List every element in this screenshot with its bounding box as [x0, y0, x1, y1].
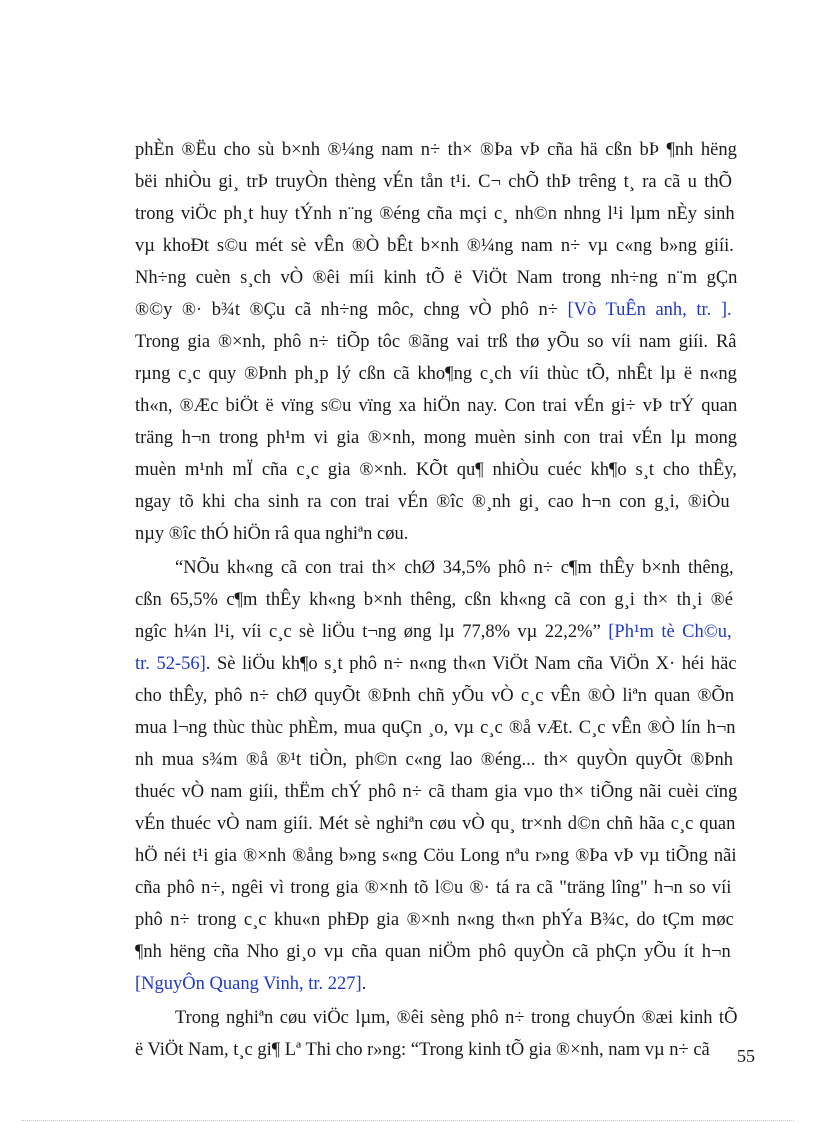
line-text: th«n, ®Æc biÖt ë vïng s©u vïng xa hiÖn nay. Con trai vÉn gi÷ vÞ trÝ quan: [135, 396, 738, 416]
text-line: [135, 428, 737, 449]
text-line: [135, 396, 737, 417]
line-text: cña phô n÷, ngêi vì trong gia ®×nh tõ l©u ®· tá ra cã "träng lîng" h¬n so víi: [135, 878, 732, 898]
line-text: trong viÖc ph¸t huy tÝnh n¨ng ®éng cña mçi c¸ nh©n nhng l¹i lµm nÈy sinh: [135, 204, 735, 224]
line-text: ngîc h¼n l¹i, víi c¸c sè liÖu t¬ng øng lµ 77,8% vµ 22,2%”: [135, 622, 609, 642]
text-line: [135, 268, 737, 289]
line-text: bëi nhiÒu gi¸ trÞ truyÒn thèng vÉn tån t¹i. C¬ chÕ thÞ trêng t¸ ra cã u thÕ: [135, 172, 732, 192]
line-text: “NÕu kh«ng cã con trai th× chØ 34,5% phô n÷ c¶m thÊy b×nh thêng,: [175, 558, 734, 578]
text-line: [175, 558, 734, 579]
line-text: cho thÊy, phô n÷ chØ quyÕt ®Þnh chñ yÕu vÒ c¸c vÊn ®Ò liªn quan ®Õn: [135, 686, 735, 706]
citation: [Ph¹m tè Ch©u,: [608, 622, 732, 642]
text-line: [135, 622, 732, 643]
line-text: rµng c¸c quy ®Þnh ph¸p lý cßn cã kho¶ng c¸ch víi thùc tÕ, nhÊt lµ ë n«ng: [135, 364, 737, 384]
line-text: nh mua s¾m ®å ®¹t tiÒn, ph©n c«ng lao ®éng... th× quyÒn quyÕt ®Þnh: [135, 750, 734, 770]
line-text: ngay tõ khi cha sinh ra con trai vÉn ®îc ®¸nh gi¸ cao h¬n con g¸i, ®iÒu: [135, 492, 730, 512]
text-line: [175, 1008, 737, 1029]
line-text: phÈn ®Ëu cho sù b×nh ®¼ng nam n÷ th× ®Þa vÞ cña hä cßn bÞ ¶nh hëng: [135, 140, 737, 160]
text-line: [135, 814, 735, 835]
line-text: Trong nghiªn cøu viÖc lµm, ®êi sèng phô n÷ trong chuyÓn ®æi kinh tÕ: [175, 1008, 738, 1028]
text-line: [135, 590, 733, 611]
text-line: [135, 878, 731, 899]
citation: tr. 52-56]: [135, 654, 206, 674]
text-line: [135, 686, 734, 707]
text-line: [135, 974, 366, 995]
text-line: [135, 492, 730, 513]
line-text: muèn m¹nh mÏ cña c¸c gia ®×nh. KÕt qu¶ nhiÒu cuéc kh¶o s¸t cho thÊy,: [135, 460, 737, 480]
page-number: 55: [737, 1046, 755, 1066]
text-line: [135, 750, 733, 771]
text-line: [135, 782, 737, 803]
text-line: [135, 1040, 710, 1061]
text-line: [135, 364, 737, 385]
text-line: [135, 172, 732, 193]
line-text: träng h¬n trong ph¹m vi gia ®×nh, mong muèn sinh con trai vÉn lµ mong: [135, 428, 737, 448]
citation: [Vò TuÊn anh, tr. ].: [567, 300, 732, 320]
line-text: vÉn thuéc vÒ nam giíi. Mét sè nghiªn cøu vÒ qu¸ tr×nh d©n chñ hãa c¸c quan: [135, 814, 736, 834]
line-text: hÖ néi t¹i gia ®×nh ®ång b»ng s«ng Cöu Long nªu r»ng ®Þa vÞ vµ tiÕng nãi: [135, 846, 737, 866]
text-line: [135, 654, 737, 675]
text-line: [135, 204, 735, 225]
line-text: ¶nh hëng cña Nho gi¸o vµ cña quan niÖm phô quyÒn cã phÇn yÕu ít h¬n: [135, 942, 731, 962]
line-text: phô n÷ trong c¸c khu«n phÐp gia ®×nh n«ng th«n phÝa B¾c, do tÇm møc: [135, 910, 734, 930]
line-text: .: [361, 974, 367, 994]
line-text: ®©y ®· b¾t ®Çu cã nh÷ng môc, chng vÒ phô n÷: [135, 300, 568, 320]
line-text: thuéc vÒ nam giíi, thËm chÝ phô n÷ cã tham gia vµo th× tiÕng nãi cuèi cïng: [135, 782, 738, 802]
line-text: Nh÷ng cuèn s¸ch vÒ ®êi míi kinh tÕ ë ViÖt Nam trong nh÷ng n¨m gÇn: [135, 268, 738, 288]
line-text: cßn 65,5% c¶m thÊy kh«ng b×nh thêng, cßn kh«ng cã con g¸i th× th¸i ®é: [135, 590, 733, 610]
text-line: [135, 524, 408, 545]
text-line: [135, 718, 736, 739]
line-text: mua l¬ng thùc thùc phÈm, mua quÇn ¸o, vµ c¸c ®å vÆt. C¸c vÊn ®Ò lín h¬n: [135, 718, 736, 738]
line-text: vµ khoÐt s©u mét sè vÊn ®Ò bÊt b×nh ®¼ng nam n÷ vµ c«ng b»ng giíi.: [135, 236, 734, 256]
text-line: [135, 300, 732, 321]
text-line: [135, 140, 737, 161]
text-line: [135, 332, 737, 353]
text-line: [135, 236, 734, 257]
line-text: nµy ®îc thÓ hiÖn râ qua nghiªn cøu.: [135, 524, 409, 544]
line-text: ë ViÖt Nam, t¸c gi¶ Lª Thi cho r»ng: “Trong kinh tÕ gia ®×nh, nam vµ n÷ cã: [135, 1040, 710, 1060]
text-line: [135, 942, 731, 963]
line-text: Trong gia ®×nh, phô n÷ tiÕp tôc ®ãng vai trß thø yÕu so víi nam giíi. Râ: [135, 332, 737, 352]
text-line: [135, 910, 734, 931]
text-line: [135, 846, 737, 867]
text-line: [135, 460, 737, 481]
line-text: . Sè liÖu kh¶o s¸t phô n÷ n«ng th«n ViÖt Nam cña ViÖn X· héi häc: [205, 654, 737, 674]
page-bottom-rule: [22, 1120, 794, 1121]
citation: [NguyÔn Quang Vinh, tr. 227]: [135, 974, 362, 994]
